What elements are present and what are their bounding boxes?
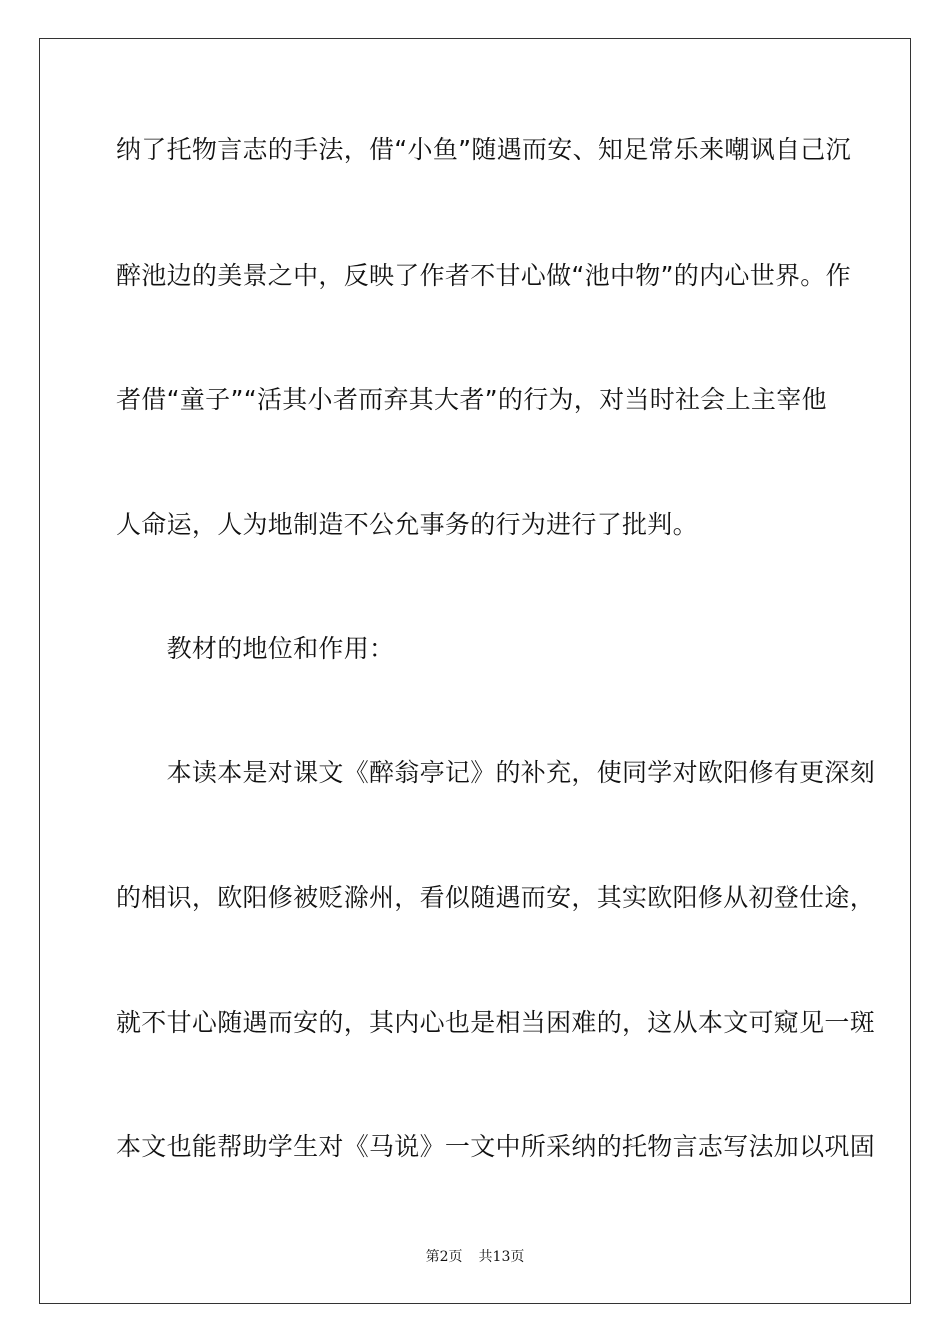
text-line: 纳了托物言志的手法，借“小鱼”随遇而安、知足常乐来嘲讽自己沉 — [116, 135, 851, 164]
page-number: 第2页 — [425, 1249, 463, 1265]
text-line: 人命运，人为地制造不公允事务的行为进行了批判。 — [116, 510, 698, 539]
text-line: 者借“童子”“活其小者而弃其大者”的行为，对当时社会上主宰他 — [116, 385, 827, 414]
text-line: 就不甘心随遇而安的，其内心也是相当困难的，这从本文可窥见一斑 — [116, 1008, 876, 1037]
text-line: 的相识，欧阳修被贬滁州，看似随遇而安，其实欧阳修从初登仕途， — [116, 883, 876, 912]
page-total: 共13页 — [478, 1249, 525, 1265]
section-heading: 教材的地位和作用： — [116, 634, 395, 663]
text-line: 本读本是对课文《醉翁亭记》的补充，使同学对欧阳修有更深刻 — [116, 758, 876, 787]
page-border — [39, 38, 911, 1304]
page-footer — [0, 1248, 950, 1266]
text-line: 醉池边的美景之中，反映了作者不甘心做“池中物”的内心世界。作 — [116, 261, 851, 290]
text-line: 本文也能帮助学生对《马说》一文中所采纳的托物言志写法加以巩固 — [116, 1132, 876, 1161]
